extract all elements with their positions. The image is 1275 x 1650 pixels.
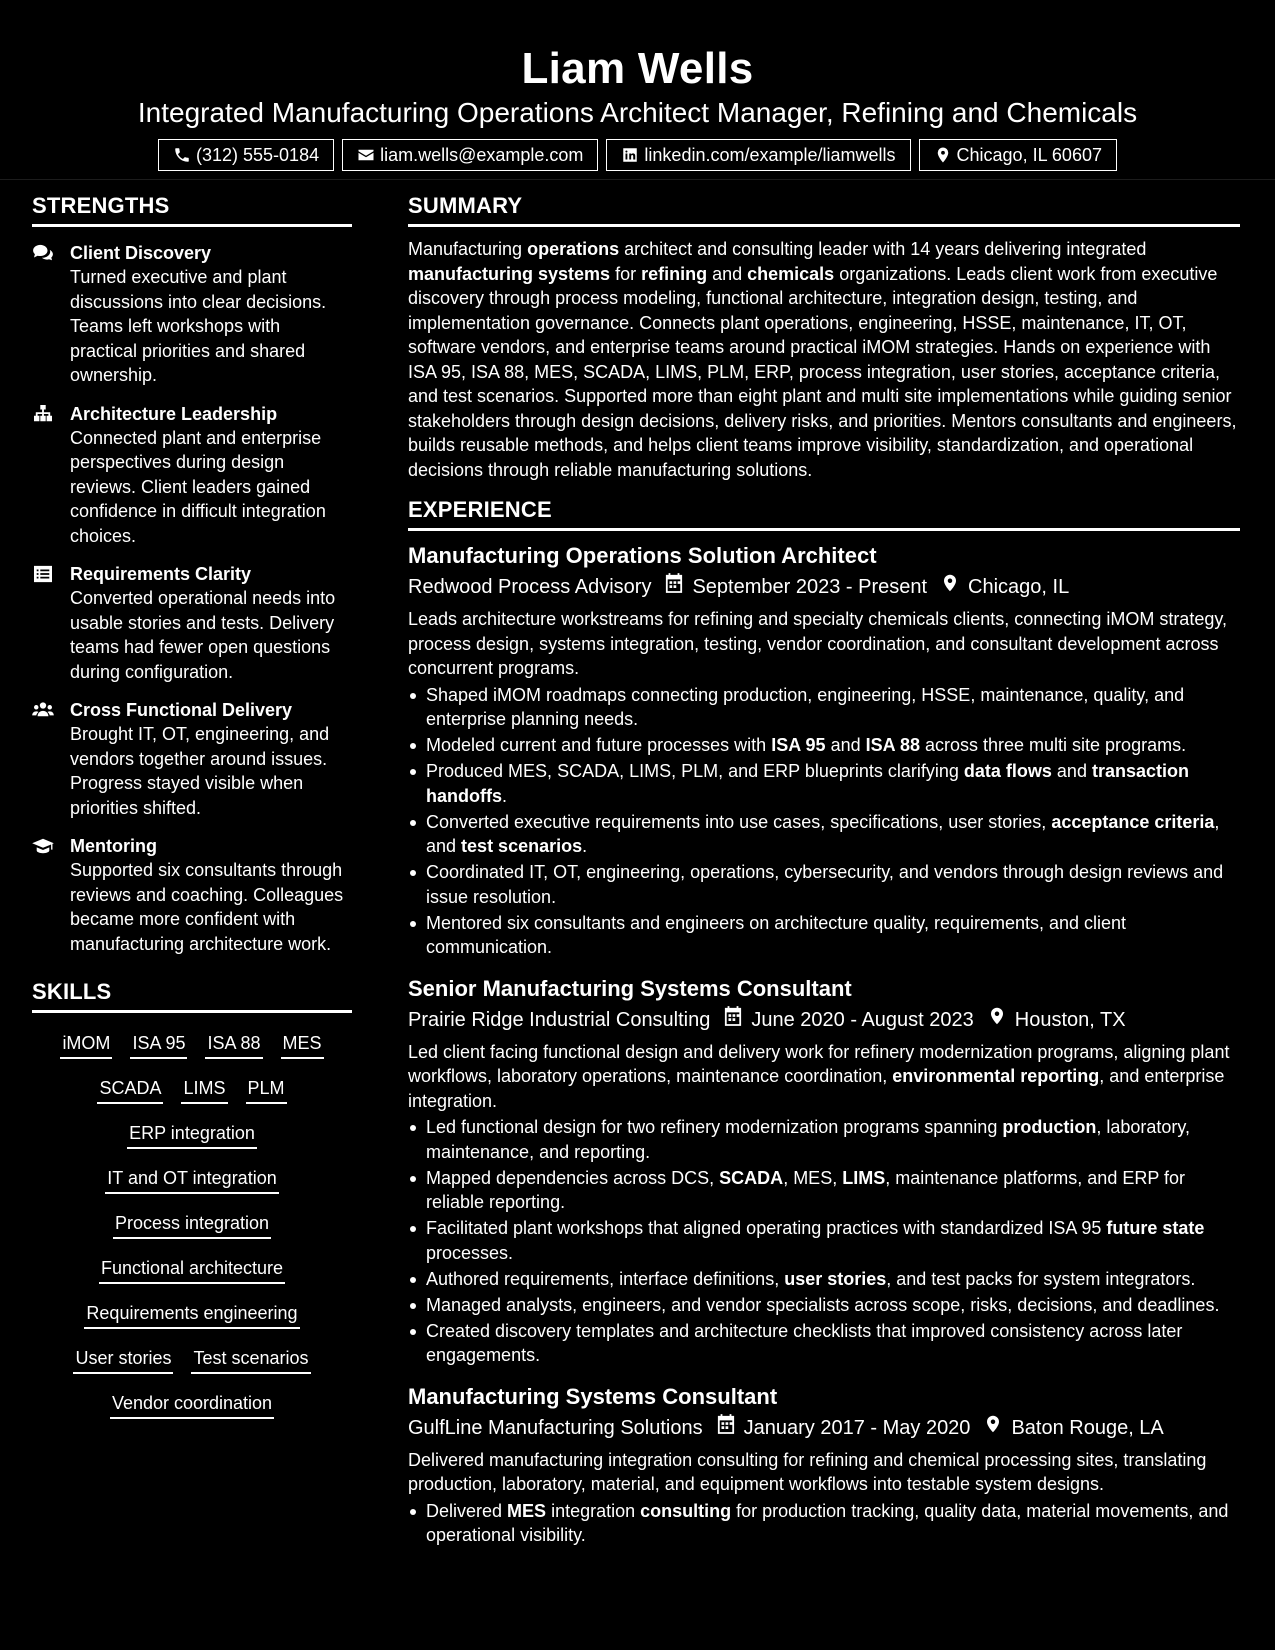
strength-title: Architecture Leadership bbox=[70, 403, 278, 424]
skill-tag: Test scenarios bbox=[191, 1346, 310, 1374]
strength-title: Client Discovery bbox=[70, 243, 212, 263]
skill-row bbox=[32, 1027, 352, 1072]
skill-tag: User stories bbox=[73, 1346, 173, 1374]
job-title: Manufacturing Operations Solution Architect bbox=[408, 543, 877, 568]
skill-row bbox=[32, 1072, 352, 1117]
job-entry bbox=[408, 541, 1240, 960]
contact-location[interactable] bbox=[919, 139, 1117, 171]
job-description: Leads architecture workstreams for refining and specialty chemicals clients, connecting iMOM strategy, process design, systems integration, testing, vendor coordination, and consultant development across concurrent programs. bbox=[408, 609, 1228, 678]
bullet-item: Mapped dependencies across DCS, SCADA, MES, LIMS, maintenance platforms, and ERP for reliable reporting. bbox=[408, 1166, 1240, 1215]
job-description: Delivered manufacturing integration consulting for refining and chemical processing sites, translating production, laboratory, material, and equipment workflows into testable system designs. bbox=[408, 1449, 1207, 1494]
bullet-item: Led functional design for two refinery modernization programs spanning production, laboratory, maintenance, and reporting. bbox=[408, 1115, 1240, 1164]
job-entry bbox=[408, 1382, 1240, 1548]
contact-linkedin[interactable] bbox=[606, 139, 910, 171]
skills-heading: SKILLS bbox=[32, 978, 352, 1013]
contact-bar bbox=[0, 139, 1275, 171]
phone-icon bbox=[173, 146, 191, 164]
skill-tag: LIMS bbox=[181, 1076, 227, 1104]
strength-item bbox=[32, 402, 352, 549]
job-bullets bbox=[408, 1115, 1240, 1368]
skill-tag: IT and OT integration bbox=[105, 1166, 278, 1194]
skill-tag: ERP integration bbox=[127, 1121, 257, 1149]
job-company: Redwood Process Advisory bbox=[408, 576, 652, 598]
skill-row bbox=[32, 1342, 352, 1387]
job-dates: September 2023 - Present bbox=[692, 576, 928, 598]
job-title: Manufacturing Systems Consultant bbox=[408, 1383, 778, 1409]
job-entry bbox=[408, 974, 1240, 1368]
strength-title: Mentoring bbox=[70, 836, 157, 856]
bullet-item: Delivered MES integration consulting for production tracking, quality data, material movements, and operational visibility. bbox=[408, 1499, 1240, 1548]
strength-desc: Supported six consultants through reviews and coaching. Colleagues became more confident with manufacturing architecture work. bbox=[70, 860, 344, 954]
job-description: Led client facing functional design and delivery work for refinery modernization programs, aligning plant workflows, laboratory operations, maintenance coordination, environmental reporting, and enterprise integration. bbox=[408, 1041, 1230, 1111]
skill-row bbox=[32, 1387, 352, 1432]
users-icon bbox=[32, 701, 54, 719]
phone-text: (312) 555-0184 bbox=[196, 144, 320, 165]
sitemap-icon bbox=[32, 405, 54, 423]
candidate-name: Liam Wells bbox=[521, 44, 754, 93]
summary-heading: SUMMARY bbox=[408, 192, 1240, 227]
map-pin-icon bbox=[934, 146, 952, 164]
bullet-item: Facilitated plant workshops that aligned operating practices with standardized ISA 95 future state processes. bbox=[408, 1216, 1240, 1265]
strength-item bbox=[32, 241, 352, 388]
map-pin-icon bbox=[974, 1005, 1015, 1035]
strength-item bbox=[32, 562, 352, 684]
job-location: Chicago, IL bbox=[968, 576, 1070, 598]
strength-desc: Brought IT, OT, engineering, and vendors together around issues. Progress stayed visible when priorities shifted. bbox=[70, 724, 330, 818]
email-text: liam.wells@example.com bbox=[380, 144, 584, 165]
job-meta bbox=[408, 572, 1240, 602]
skill-tag: iMOM bbox=[60, 1031, 112, 1059]
map-pin-icon bbox=[927, 572, 968, 602]
skill-tag: ISA 88 bbox=[205, 1031, 262, 1059]
strength-item bbox=[32, 834, 352, 956]
skill-tag: Vendor coordination bbox=[110, 1391, 274, 1419]
contact-phone[interactable] bbox=[158, 139, 334, 171]
job-bullets bbox=[408, 683, 1240, 960]
skill-tag: Process integration bbox=[113, 1211, 271, 1239]
skill-row bbox=[32, 1117, 352, 1162]
job-location: Baton Rouge, LA bbox=[1011, 1416, 1164, 1439]
strengths-heading: STRENGTHS bbox=[32, 192, 352, 227]
bullet-item: Managed analysts, engineers, and vendor specialists across scope, risks, decisions, and deadlines. bbox=[408, 1293, 1240, 1318]
job-dates: June 2020 - August 2023 bbox=[751, 1008, 974, 1031]
strength-title: Requirements Clarity bbox=[70, 564, 252, 584]
skill-tag: SCADA bbox=[97, 1076, 163, 1104]
skill-tag: MES bbox=[281, 1031, 324, 1059]
bullet-item: Created discovery templates and architecture checklists that improved consistency across later engagements. bbox=[408, 1319, 1240, 1368]
job-company: GulfLine Manufacturing Solutions bbox=[408, 1416, 703, 1439]
calendar-icon bbox=[703, 1413, 744, 1443]
calendar-icon bbox=[651, 572, 692, 602]
strength-title: Cross Functional Delivery bbox=[70, 700, 293, 720]
strength-desc: Converted operational needs into usable stories and tests. Delivery teams had fewer open questions during configuration. bbox=[70, 588, 336, 682]
map-pin-icon bbox=[970, 1413, 1011, 1443]
comments-icon bbox=[32, 244, 54, 262]
strength-desc: Connected plant and enterprise perspectives during design reviews. Client leaders gained confidence in difficult integration choices. bbox=[70, 427, 326, 546]
job-meta bbox=[408, 1005, 1240, 1035]
skill-tag: Functional architecture bbox=[99, 1256, 285, 1284]
skill-row bbox=[32, 1207, 352, 1252]
job-location: Houston, TX bbox=[1014, 1008, 1126, 1031]
strength-desc: Turned executive and plant discussions into clear decisions. Teams left workshops with practical priorities and shared ownership. bbox=[70, 267, 327, 385]
summary-text: Manufacturing operations architect and consulting leader with 14 years delivering integrated manufacturing systems for refining and chemicals organizations. Leads client work from executive discovery through process modeling, functional architecture, integration design, testing, and implementation governance. Connects plant operations, engineering, HSSE, maintenance, IT, OT, software vendors, and enterprise teams around practical iMOM strategies. Hands on experience with ISA 95, ISA 88, MES, SCADA, LIMS, PLM, ERP, process integration, user stories, acceptance criteria, and test scenarios. Supported more than eight plant and multi site implementations while guiding senior stakeholders through design decisions, delivery risks, and priorities. Mentors consultants and engineers, builds reusable methods, and helps client teams improve visibility, standardization, and operational decisions through reliable manufacturing solutions. bbox=[408, 239, 1237, 480]
bullet-item: Shaped iMOM roadmaps connecting production, engineering, HSSE, maintenance, quality, and enterprise planning needs. bbox=[408, 683, 1240, 732]
skills-list bbox=[32, 1027, 352, 1432]
job-dates: January 2017 - May 2020 bbox=[743, 1416, 971, 1439]
candidate-title: Integrated Manufacturing Operations Architect Manager, Refining and Chemicals bbox=[137, 97, 1138, 128]
experience-heading: EXPERIENCE bbox=[408, 496, 1240, 531]
bullet-item: Produced MES, SCADA, LIMS, PLM, and ERP blueprints clarifying data flows and transaction handoffs. bbox=[408, 759, 1240, 808]
bullet-item: Mentored six consultants and engineers on architecture quality, requirements, and client communication. bbox=[408, 911, 1240, 960]
calendar-icon bbox=[710, 1005, 751, 1035]
skill-tag: ISA 95 bbox=[130, 1031, 187, 1059]
bullet-item: Coordinated IT, OT, engineering, operations, cybersecurity, and vendors through design reviews and issue resolution. bbox=[408, 860, 1240, 909]
bullet-item: Converted executive requirements into use cases, specifications, user stories, acceptance criteria, and test scenarios. bbox=[408, 810, 1240, 859]
linkedin-icon bbox=[621, 146, 639, 164]
skill-row bbox=[32, 1297, 352, 1342]
job-company: Prairie Ridge Industrial Consulting bbox=[408, 1008, 711, 1031]
experience-list bbox=[408, 541, 1240, 1548]
contact-email[interactable] bbox=[342, 139, 598, 171]
linkedin-text: linkedin.com/example/liamwells bbox=[644, 144, 896, 165]
job-bullets bbox=[408, 1499, 1240, 1548]
location-text: Chicago, IL 60607 bbox=[956, 144, 1102, 165]
skill-row bbox=[32, 1162, 352, 1207]
skill-tag: PLM bbox=[246, 1076, 287, 1104]
strength-item bbox=[32, 698, 352, 820]
skill-tag: Requirements engineering bbox=[84, 1301, 299, 1329]
job-meta bbox=[408, 1413, 1240, 1443]
envelope-icon bbox=[357, 146, 375, 164]
graduation-cap-icon bbox=[32, 837, 54, 855]
main-content bbox=[408, 180, 1240, 1549]
bullet-item: Authored requirements, interface definitions, user stories, and test packs for system integrators. bbox=[408, 1267, 1240, 1292]
list-icon bbox=[32, 565, 54, 583]
skill-row bbox=[32, 1252, 352, 1297]
bullet-item: Modeled current and future processes with ISA 95 and ISA 88 across three multi site programs. bbox=[408, 733, 1240, 758]
job-title: Senior Manufacturing Systems Consultant bbox=[408, 975, 852, 1001]
sidebar bbox=[32, 180, 352, 1432]
resume-header bbox=[0, 0, 1275, 180]
